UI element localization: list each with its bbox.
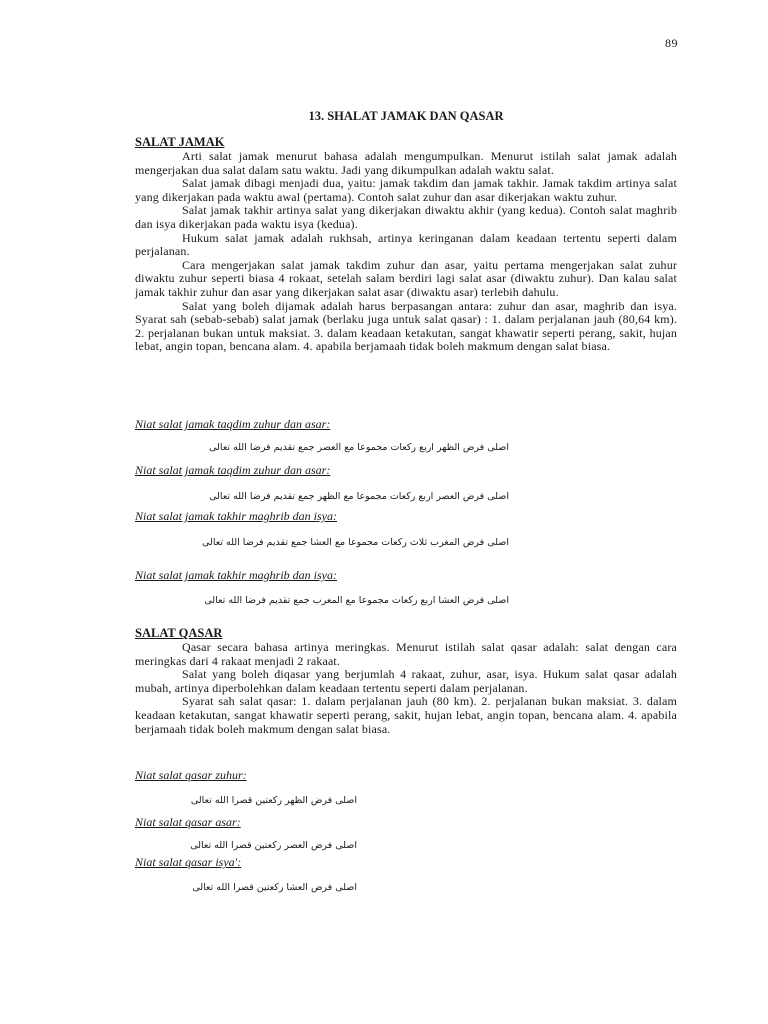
niat-arabic-text: اصلى فرض الظهر ركعتين قصرا الله تعالى <box>190 795 357 806</box>
niat-jamak-3 <box>135 509 677 550</box>
niat-qasar-isya <box>135 855 677 895</box>
page-number: 89 <box>665 36 678 50</box>
niat-label: Niat salat jamak taqdim zuhur dan asar: <box>135 417 331 431</box>
qasar-paragraph: Syarat sah salat qasar: 1. dalam perjalanan jauh (80 km). 2. perjalanan bukan maksiat. 3. dalam keadaan ketakutan, sangat khawatir seperti perang, sakit, hujan lebat, angin topan, bencana alam. 4. apabila berjamaah tidak boleh makmum dengan salat biasa. <box>135 694 677 736</box>
niat-qasar-asar <box>135 815 677 853</box>
niat-label: Niat salat qasar zuhur: <box>135 768 247 782</box>
jamak-paragraph: Salat jamak takhir artinya salat yang dikerjakan diwaktu akhir (yang kedua). Contoh salat maghrib dan isya dikerjakan pada waktu isya (kedua). <box>135 203 677 231</box>
niat-jamak-1 <box>135 417 677 455</box>
niat-label: Niat salat jamak takhir maghrib dan isya: <box>135 568 337 582</box>
jamak-paragraph: Salat jamak dibagi menjadi dua, yaitu: jamak takdim dan jamak takhir. Jamak takdim artinya salat yang dikerjakan pada waktu awal (pertama). Contoh salat zuhur dan asar dikerjakan waktu zuhur. <box>135 176 677 204</box>
niat-arabic-text: اصلى فرض المغرب ثلاث ركعات مجموعا مع العشا جمع تقديم فرضا الله تعالى <box>202 537 509 548</box>
jamak-paragraph: Cara mengerjakan salat jamak takdim zuhur dan asar, yaitu pertama mengerjakan salat zuhur diwaktu zuhur seperti biasa 4 rokaat, setelah salam berdiri lagi salat asar (diwaktu zuhur). Dan kalau salat jamak takhir zuhur dan asar yang dikerjakan salat asar (diwaktu asar) terlebih dahulu. <box>135 257 677 299</box>
niat-arabic-text: اصلى فرض الظهر اربع ركعات مجموعا مع العصر جمع تقديم فرضا الله تعالى <box>209 442 509 453</box>
niat-arabic-text: اصلى فرض العشا اربع ركعات مجموعا مع المغرب جمع تقديم فرضا الله تعالى <box>204 595 509 606</box>
niat-arabic-text: اصلى فرض العصر ركعتين قصرا الله تعالى <box>190 840 357 851</box>
section-heading-qasar: SALAT QASAR <box>135 626 223 640</box>
niat-label: Niat salat qasar asar: <box>135 815 241 829</box>
niat-label: Niat salat jamak takhir maghrib dan isya: <box>135 509 337 523</box>
jamak-paragraph: Hukum salat jamak adalah rukhsah, artinya keringanan dalam keadaan tertentu seperti dalam perjalanan. <box>135 230 677 259</box>
niat-label: Niat salat qasar isya': <box>135 855 242 869</box>
section-salat-qasar <box>135 625 677 736</box>
niat-jamak-4 <box>135 568 677 608</box>
qasar-paragraph: Qasar secara bahasa artinya meringkas. Menurut istilah salat qasar adalah: salat dengan cara meringkas dari 4 rakaat menjadi 2 rakaat. <box>135 640 677 668</box>
page-title: 13. SHALAT JAMAK DAN QASAR <box>308 109 504 123</box>
qasar-paragraph: Salat yang boleh diqasar yang berjumlah 4 rakaat, zuhur, asar, isya. Hukum salat qasar adalah mubah, artinya diperbolehkan dalam keadaan tertentu seperti dalam perjalanan. <box>135 667 677 695</box>
niat-arabic-text: اصلى فرض العشا ركعتين قصرا الله تعالى <box>192 882 357 893</box>
niat-qasar-zuhur <box>135 768 677 808</box>
section-salat-jamak <box>135 134 677 354</box>
jamak-paragraph: Arti salat jamak menurut bahasa adalah mengumpulkan. Menurut istilah salat jamak adalah mengerjakan dua salat dalam satu waktu. Jadi yang dikumpulkan adalah waktu salat. <box>135 149 677 177</box>
section-heading-jamak: SALAT JAMAK <box>135 135 225 149</box>
niat-arabic-text: اصلى فرض العصر اربع ركعات مجموعا مع الظهر جمع تقديم فرضا الله تعالى <box>209 491 509 502</box>
niat-label: Niat salat jamak taqdim zuhur dan asar: <box>135 463 331 477</box>
jamak-paragraph: Salat yang boleh dijamak adalah harus berpasangan antara: zuhur dan asar, maghrib dan isya. Syarat sah (sebab-sebab) salat jamak (berlaku juga untuk salat qasar) : 1. dalam perjalanan jauh (80,64 km). 2. perjalanan bukan untuk maksiat. 3. dalam keadaan ketakutan, sangat khawatir seperti perang, sakit, hujan lebat, angin topan, bencana alam. 4. apabila berjamaah tidak boleh makmum dengan salat biasa. <box>135 298 677 354</box>
niat-jamak-2 <box>135 463 677 504</box>
